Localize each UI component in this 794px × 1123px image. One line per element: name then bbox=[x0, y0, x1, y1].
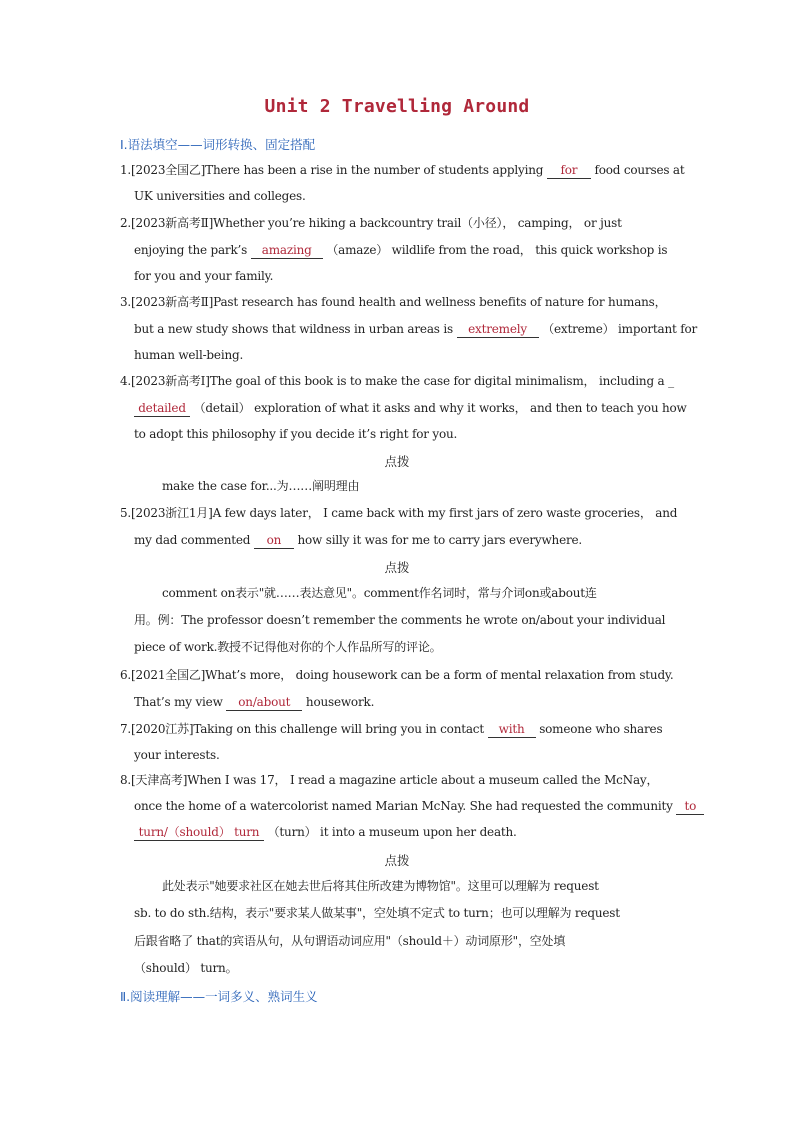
answer-blank-3: extremely bbox=[457, 321, 539, 338]
question-3-text: but a new study shows that wildness in urban areas is bbox=[134, 322, 453, 336]
tip-label-4: 点拨 bbox=[384, 454, 410, 469]
question-5-line-2 bbox=[134, 532, 582, 549]
tip-5-line-3: piece of work.教授不记得他对你的个人作品所写的评论。 bbox=[134, 640, 442, 654]
answer-blank-7: with bbox=[488, 721, 536, 738]
answer-blank-1: for bbox=[547, 162, 591, 179]
question-8-line-3 bbox=[134, 824, 517, 841]
question-4-line-3: to adopt this philosophy if you decide it’s right for you. bbox=[134, 427, 458, 441]
question-5-text-b: how silly it was for me to carry jars everywhere. bbox=[297, 533, 583, 547]
tip-8-line-2: sb. to do sth.结构，表示"要求某人做某事"，空处填不定式 to turn；也可以理解为 request bbox=[134, 906, 620, 920]
question-7-line-2: your interests. bbox=[134, 748, 220, 762]
question-4-text-b: （detail） exploration of what it asks and why it works， and then to teach you how bbox=[193, 401, 687, 415]
answer-blank-2: amazing bbox=[251, 242, 323, 259]
section-heading-grammar: Ⅰ.语法填空——词形转换、固定搭配 bbox=[120, 137, 316, 152]
tip-8-line-1: 此处表示"她要求社区在她去世后将其住所改建为博物馆"。这里可以理解为 request bbox=[162, 879, 599, 893]
question-4-text: 4.[2023新高考Ⅰ]The goal of this book is to make the case for digital minimalism， including a bbox=[120, 374, 665, 388]
question-7-line-1 bbox=[120, 721, 662, 738]
question-6-text-b: housework. bbox=[305, 695, 375, 709]
answer-blank-6: on/about bbox=[226, 694, 302, 711]
question-2-text-b: （amaze） wildlife from the road， this quick workshop is bbox=[326, 243, 668, 257]
tip-8-line-4: （should） turn。 bbox=[134, 961, 238, 975]
question-2-line-3: for you and your family. bbox=[134, 269, 274, 283]
question-7-text: 7.[2020江苏]Taking on this challenge will bring you in contact bbox=[120, 722, 484, 736]
section-heading-reading: Ⅱ.阅读理解——一词多义、熟词生义 bbox=[120, 989, 318, 1004]
question-3-line-2 bbox=[134, 321, 697, 338]
question-6-line-1: 6.[2021全国乙]What’s more， doing housework can be a form of mental relaxation from study. bbox=[120, 668, 674, 682]
question-4-underscore: _ bbox=[668, 374, 674, 388]
question-1-text-b: food courses at bbox=[594, 163, 685, 177]
question-2-line-1: 2.[2023新高考Ⅱ]Whether you’re hiking a backcountry trail（小径）， camping， or just bbox=[120, 216, 622, 230]
question-4-line-2 bbox=[134, 400, 687, 417]
question-5-line-1: 5.[2023浙江1月]A few days later， I came back with my first jars of zero waste groceries， and bbox=[120, 506, 678, 520]
question-1-text: 1.[2023全国乙]There has been a rise in the number of students applying bbox=[120, 163, 544, 177]
tip-5-line-2: 用。例：The professor doesn’t remember the comments he wrote on/about your individual bbox=[134, 613, 666, 627]
tip-4-text: make the case for...为……阐明理由 bbox=[162, 479, 360, 493]
question-1-line-1 bbox=[120, 162, 685, 179]
tip-label-8: 点拨 bbox=[384, 853, 410, 868]
question-2-text: enjoying the park’s bbox=[134, 243, 248, 257]
question-5-text: my dad commented bbox=[134, 533, 251, 547]
page-title: Unit 2 Travelling Around bbox=[264, 96, 530, 117]
question-3-line-3: human well-being. bbox=[134, 348, 244, 362]
question-6-text: That’s my view bbox=[134, 695, 223, 709]
question-7-text-b: someone who shares bbox=[539, 722, 663, 736]
question-3-text-b: （extreme） important for bbox=[542, 322, 698, 336]
question-8-line-2 bbox=[134, 798, 704, 815]
answer-blank-8a: to bbox=[676, 798, 704, 815]
question-8-text-b: （turn） it into a museum upon her death. bbox=[267, 825, 517, 839]
answer-blank-5: on bbox=[254, 532, 294, 549]
answer-blank-8b: turn/（should） turn bbox=[134, 824, 264, 841]
tip-label-5: 点拨 bbox=[384, 560, 410, 575]
question-8-text: once the home of a watercolorist named Marian McNay. She had requested the community bbox=[134, 799, 673, 813]
question-6-line-2 bbox=[134, 694, 374, 711]
question-8-line-1: 8.[天津高考]When I was 17， I read a magazine article about a museum called the McNay， bbox=[120, 773, 659, 787]
question-4-line-1 bbox=[120, 373, 674, 389]
tip-5-line-1: comment on表示"就……表达意见"。comment作名词时，常与介词on或about连 bbox=[162, 586, 597, 600]
tip-8-line-3: 后跟省略了 that的宾语从句，从句谓语动词应用"（should＋）动词原形"，空处填 bbox=[134, 934, 566, 948]
question-3-line-1: 3.[2023新高考Ⅱ]Past research has found health and wellness benefits of nature for humans， bbox=[120, 295, 667, 309]
answer-blank-4: detailed bbox=[134, 400, 190, 417]
question-2-line-2 bbox=[134, 242, 667, 259]
question-1-line-2: UK universities and colleges. bbox=[134, 189, 306, 203]
